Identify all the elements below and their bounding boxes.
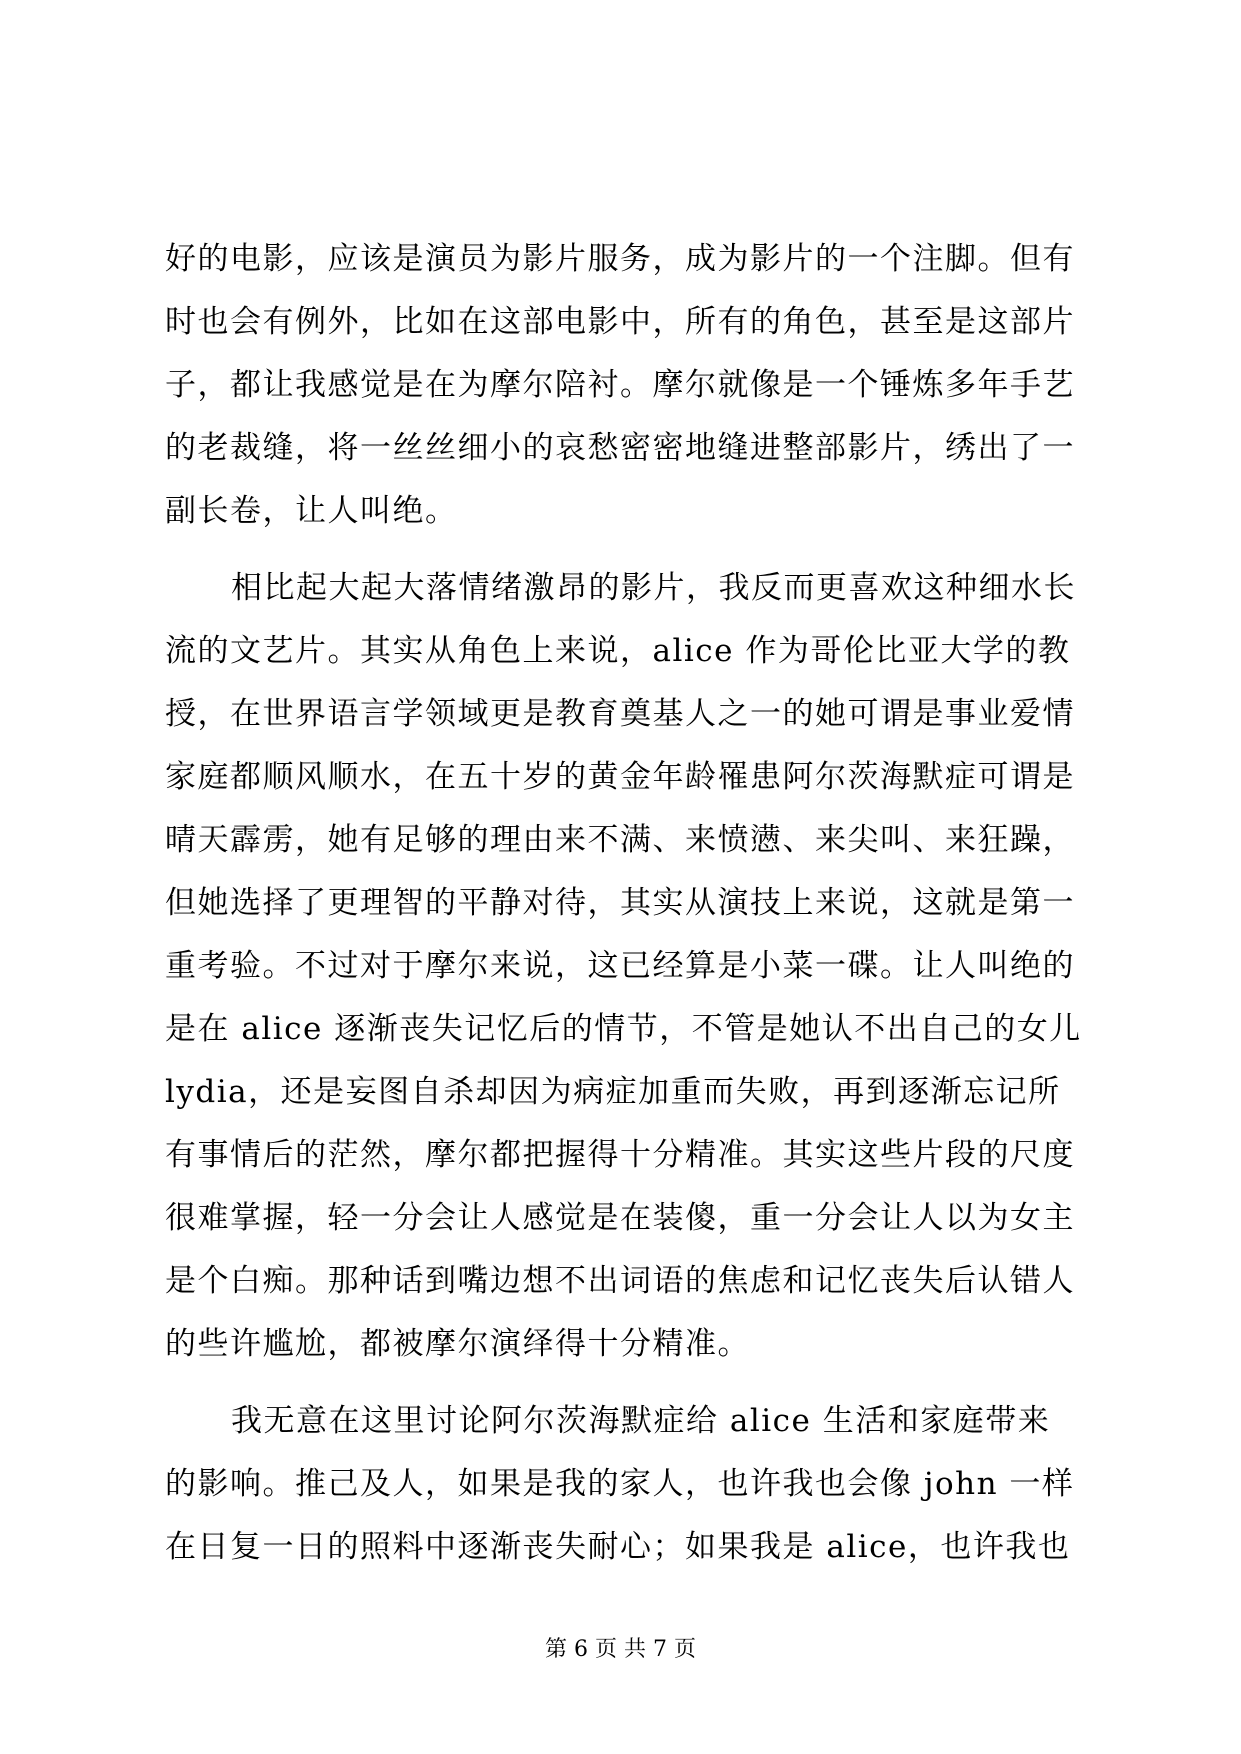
text-line: lydia，还是妄图自杀却因为病症加重而失败，再到逐渐忘记所 bbox=[165, 1074, 1061, 1110]
text-line: 的些许尴尬，都被摩尔演绎得十分精准。 bbox=[165, 1326, 750, 1362]
paragraph-3 bbox=[165, 1390, 1085, 1579]
text-line: 是个白痴。那种话到嘴边想不出词语的焦虑和记忆丧失后认错人 bbox=[165, 1263, 1075, 1299]
text-line: 但她选择了更理智的平静对待，其实从演技上来说，这就是第一 bbox=[165, 885, 1075, 921]
page-footer bbox=[0, 1635, 1241, 1665]
text-line: 的影响。推己及人，如果是我的家人，也许我也会像 john 一样 bbox=[165, 1466, 1075, 1502]
text-line: 重考验。不过对于摩尔来说，这已经算是小菜一碟。让人叫绝的 bbox=[165, 948, 1075, 984]
text-line: 我无意在这里讨论阿尔茨海默症给 alice 生活和家庭带来 bbox=[231, 1403, 1051, 1439]
text-line: 在日复一日的照料中逐渐丧失耐心；如果我是 alice，也许我也 bbox=[165, 1529, 1071, 1565]
text-line: 是在 alice 逐渐丧失记忆后的情节，不管是她认不出自己的女儿 bbox=[165, 1011, 1082, 1047]
text-line: 有事情后的茫然，摩尔都把握得十分精准。其实这些片段的尺度 bbox=[165, 1137, 1075, 1173]
text-line: 晴天霹雳，她有足够的理由来不满、来愤懑、来尖叫、来狂躁， bbox=[165, 822, 1075, 858]
text-line: 好的电影，应该是演员为影片服务，成为影片的一个注脚。但有 bbox=[165, 241, 1075, 277]
text-line: 授，在世界语言学领域更是教育奠基人之一的她可谓是事业爱情 bbox=[165, 696, 1075, 732]
paragraph-2 bbox=[165, 557, 1085, 1376]
text-line: 流的文艺片。其实从角色上来说，alice 作为哥伦比亚大学的教 bbox=[165, 633, 1071, 669]
text-line: 很难掌握，轻一分会让人感觉是在装傻，重一分会让人以为女主 bbox=[165, 1200, 1075, 1236]
page-number: 第 6 页 共 7 页 bbox=[545, 1637, 696, 1662]
text-line: 相比起大起大落情绪激昂的影片，我反而更喜欢这种细水长 bbox=[231, 570, 1076, 606]
text-line: 的老裁缝，将一丝丝细小的哀愁密密地缝进整部影片，绣出了一 bbox=[165, 430, 1075, 466]
text-line: 时也会有例外，比如在这部电影中，所有的角色，甚至是这部片 bbox=[165, 304, 1075, 340]
text-line: 子，都让我感觉是在为摩尔陪衬。摩尔就像是一个锤炼多年手艺 bbox=[165, 367, 1075, 403]
paragraph-1 bbox=[165, 228, 1085, 543]
text-line: 家庭都顺风顺水，在五十岁的黄金年龄罹患阿尔茨海默症可谓是 bbox=[165, 759, 1075, 795]
text-line: 副长卷，让人叫绝。 bbox=[165, 493, 458, 529]
body-text bbox=[165, 228, 1085, 1579]
